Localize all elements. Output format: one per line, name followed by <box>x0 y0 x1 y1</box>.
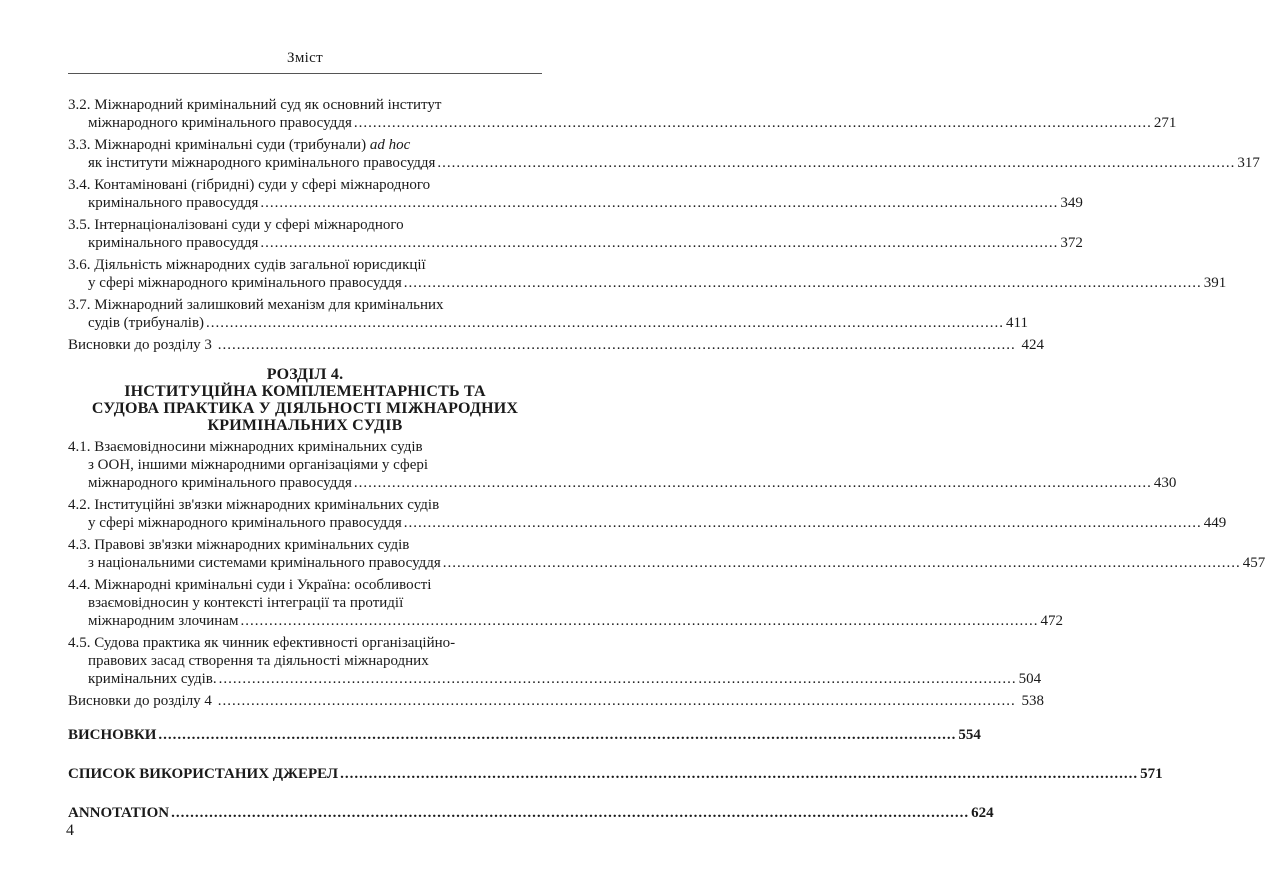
toc-entry[interactable] <box>68 256 1227 292</box>
toc-entry-references[interactable] <box>68 765 1163 783</box>
entry-title-line: Взаємовідносини міжнародних кримінальних судів <box>94 439 423 455</box>
entry-page: 472 <box>1040 613 1063 629</box>
entry-title-line: Міжнародні кримінальні суди (трибунали) ad hoc <box>94 137 411 153</box>
toc-entry[interactable] <box>68 176 1083 212</box>
toc-entry-annotation[interactable] <box>68 804 994 822</box>
toc-entry-conclusion-3[interactable] <box>68 336 1044 354</box>
entry-page: 349 <box>1060 195 1083 211</box>
entry-title-line: Міжнародний кримінальний суд як основний інститут <box>94 97 442 113</box>
toc-entry[interactable] <box>68 136 1260 172</box>
entry-title-line: як інститути міжнародного кримінального правосуддя <box>88 155 436 171</box>
dot-leader <box>158 726 956 744</box>
dot-leader <box>404 275 1202 291</box>
entry-page: 624 <box>971 805 994 821</box>
table-of-contents <box>68 96 1265 822</box>
section-4-heading <box>68 366 542 434</box>
entry-number: 4.2. <box>68 497 91 513</box>
entry-number: 3.4. <box>68 177 91 193</box>
dot-leader <box>218 337 1016 353</box>
page-number: 4 <box>66 822 74 839</box>
entry-title-line: кримінальних судів. <box>88 671 217 687</box>
entry-page: 449 <box>1203 515 1227 531</box>
toc-entry[interactable] <box>68 216 1083 252</box>
entry-number: 4.1. <box>68 439 91 455</box>
entry-title: Висновки до розділу 4 <box>68 693 212 709</box>
dot-leader <box>437 155 1235 171</box>
toc-entry[interactable] <box>68 296 1028 332</box>
dot-leader <box>354 475 1152 491</box>
entry-title-line: кримінального правосуддя <box>88 235 259 251</box>
section-label: РОЗДІЛ 4. <box>266 366 344 383</box>
entry-title-line: міжнародного кримінального правосуддя <box>88 475 352 491</box>
entry-number: 3.3. <box>68 137 91 153</box>
toc-entry[interactable] <box>68 438 1177 492</box>
entry-page: 411 <box>1006 315 1028 331</box>
header-rule <box>68 73 542 74</box>
entry-number: 4.3. <box>68 537 91 553</box>
entry-page: 571 <box>1140 766 1163 782</box>
dot-leader <box>240 613 1038 629</box>
entry-title-line: Інституційні зв'язки міжнародних кримінальних судів <box>94 497 440 513</box>
section-title-line: СУДОВА ПРАКТИКА У ДІЯЛЬНОСТІ МІЖНАРОДНИХ <box>91 400 519 417</box>
dot-leader <box>354 115 1152 131</box>
entry-title-line: кримінального правосуддя <box>88 195 259 211</box>
entry-number: 4.4. <box>68 577 91 593</box>
section-3-entries <box>68 96 1260 332</box>
dot-leader <box>260 235 1058 251</box>
toc-entry-conclusions[interactable] <box>68 726 981 744</box>
entry-title-line: міжнародного кримінального правосуддя <box>88 115 352 131</box>
toc-entry[interactable] <box>68 536 1265 572</box>
entry-title-line: Контаміновані (гібридні) суди у сфері міжнародного <box>94 177 431 193</box>
toc-entry[interactable] <box>68 96 1177 132</box>
entry-page: 317 <box>1237 155 1260 171</box>
entry-title-line: Судова практика як чинник ефективності організаційно- <box>94 635 456 651</box>
entry-page: 538 <box>1021 693 1044 709</box>
entry-title: Висновки до розділу 3 <box>68 337 212 353</box>
entry-number: 3.2. <box>68 97 91 113</box>
section-title-line: КРИМІНАЛЬНИХ СУДІВ <box>207 417 403 434</box>
dot-leader <box>206 315 1004 331</box>
entry-title-line: міжнародним злочинам <box>88 613 239 629</box>
entry-title-line: Правові зв'язки міжнародних кримінальних судів <box>94 537 410 553</box>
entry-title-line: з ООН, іншими міжнародними організаціями у сфері <box>88 457 429 473</box>
entry-page: 372 <box>1060 235 1083 251</box>
entry-title-line: у сфері міжнародного кримінального правосуддя <box>88 515 402 531</box>
entry-number: 3.5. <box>68 217 91 233</box>
entry-title-line: Міжнародні кримінальні суди і Україна: особливості <box>94 577 432 593</box>
entry-number: 3.6. <box>68 257 91 273</box>
toc-entry[interactable] <box>68 576 1063 630</box>
toc-entry[interactable] <box>68 634 1042 688</box>
entry-title-line: Міжнародний залишковий механізм для кримінальних <box>94 297 444 313</box>
entry-page: 504 <box>1018 671 1042 687</box>
entry-page: 391 <box>1203 275 1227 291</box>
dot-leader <box>340 765 1138 783</box>
entry-title: СПИСОК ВИКОРИСТАНИХ ДЖЕРЕЛ <box>68 766 339 782</box>
dot-leader <box>219 671 1017 687</box>
dot-leader <box>443 555 1241 571</box>
dot-leader <box>260 195 1058 211</box>
entry-title-line: судів (трибуналів) <box>88 315 205 331</box>
entry-title-line: правових засад створення та діяльності міжнародних <box>88 653 429 669</box>
entry-title-line: Діяльність міжнародних судів загальної юрисдикції <box>94 257 426 273</box>
entry-title-line: у сфері міжнародного кримінального правосуддя <box>88 275 402 291</box>
entry-number: 4.5. <box>68 635 91 651</box>
entry-page: 457 <box>1242 555 1265 571</box>
entry-page: 554 <box>958 727 981 743</box>
toc-entry[interactable] <box>68 496 1227 532</box>
dot-leader <box>404 515 1202 531</box>
section-4-entries <box>68 438 1265 688</box>
entry-title: ANNOTATION <box>68 805 170 821</box>
entry-number: 3.7. <box>68 297 91 313</box>
entry-title-line: взаємовідносин у контексті інтеграції та протидії <box>88 595 404 611</box>
section-title-line: ІНСТИТУЦІЙНА КОМПЛЕМЕНТАРНІСТЬ ТА <box>124 383 486 400</box>
dot-leader <box>218 693 1016 709</box>
entry-page: 430 <box>1153 475 1177 491</box>
entry-title-line: Інтернаціоналізовані суди у сфері міжнародного <box>94 217 404 233</box>
entry-page: 271 <box>1153 115 1177 131</box>
entry-title: ВИСНОВКИ <box>68 727 157 743</box>
dot-leader <box>171 804 969 822</box>
entry-page: 424 <box>1021 337 1044 353</box>
entry-title-line: з національними системами кримінального правосуддя <box>88 555 441 571</box>
toc-entry-conclusion-4[interactable] <box>68 692 1044 710</box>
running-head: Зміст <box>287 50 323 66</box>
